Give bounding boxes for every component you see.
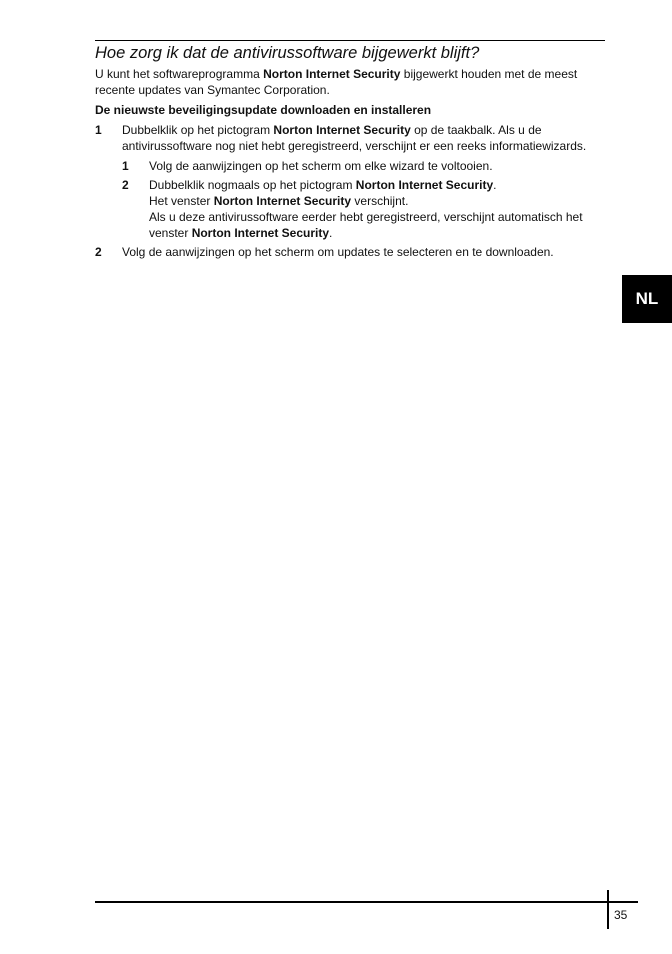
substep-number: 2 bbox=[122, 178, 129, 192]
intro-product-name: Norton Internet Security bbox=[263, 67, 401, 81]
step-text: Dubbelklik op het pictogram bbox=[122, 123, 274, 137]
substep-text: Als u deze antivirussoftware eerder hebt geregistreerd, verschijnt automatisch het venster bbox=[149, 210, 583, 240]
substep-text: verschijnt. bbox=[351, 194, 409, 208]
header-rule bbox=[95, 40, 605, 41]
step-2 bbox=[95, 244, 610, 260]
substep-number: 1 bbox=[122, 159, 129, 173]
step-text-end: op de taakbalk. Als u de antivirussoftware nog niet hebt geregistreerd, verschijnt er een reeks informatiewizards. bbox=[122, 123, 587, 153]
step-number: 2 bbox=[95, 245, 102, 259]
step-1 bbox=[95, 122, 610, 241]
substep-text: Het venster bbox=[149, 194, 214, 208]
intro-paragraph bbox=[95, 66, 610, 98]
intro-text-end: bijgewerkt houden met de meest recente updates van Symantec Corporation. bbox=[95, 67, 578, 97]
substep-text: . bbox=[493, 178, 497, 192]
steps-list bbox=[95, 122, 610, 260]
substep-text: Volg de aanwijzingen op het scherm om elke wizard te voltooien. bbox=[149, 159, 493, 173]
step-text: Volg de aanwijzingen op het scherm om updates te selecteren en te downloaden. bbox=[122, 245, 554, 259]
section-heading: De nieuwste beveiligingsupdate downloaden en installeren bbox=[95, 103, 432, 117]
language-tab: NL bbox=[622, 275, 672, 323]
substep-text: . bbox=[329, 226, 333, 240]
substep-text: Dubbelklik nogmaals op het pictogram bbox=[149, 178, 356, 192]
substeps-list bbox=[122, 158, 610, 241]
step-product-name: Norton Internet Security bbox=[273, 123, 411, 137]
substep-1 bbox=[122, 158, 610, 174]
footer-divider bbox=[607, 890, 609, 929]
footer-rule bbox=[95, 901, 638, 903]
page-number: 35 bbox=[614, 908, 628, 922]
page-title: Hoe zorg ik dat de antivirussoftware bijgewerkt blijft? bbox=[95, 44, 480, 62]
intro-text: U kunt het softwareprogramma bbox=[95, 67, 264, 81]
substep-product-name: Norton Internet Security bbox=[213, 194, 352, 208]
substep-2 bbox=[122, 177, 610, 241]
substep-product-name: Norton Internet Security bbox=[355, 178, 494, 192]
step-number: 1 bbox=[95, 123, 102, 137]
substep-product-name: Norton Internet Security bbox=[191, 226, 330, 240]
